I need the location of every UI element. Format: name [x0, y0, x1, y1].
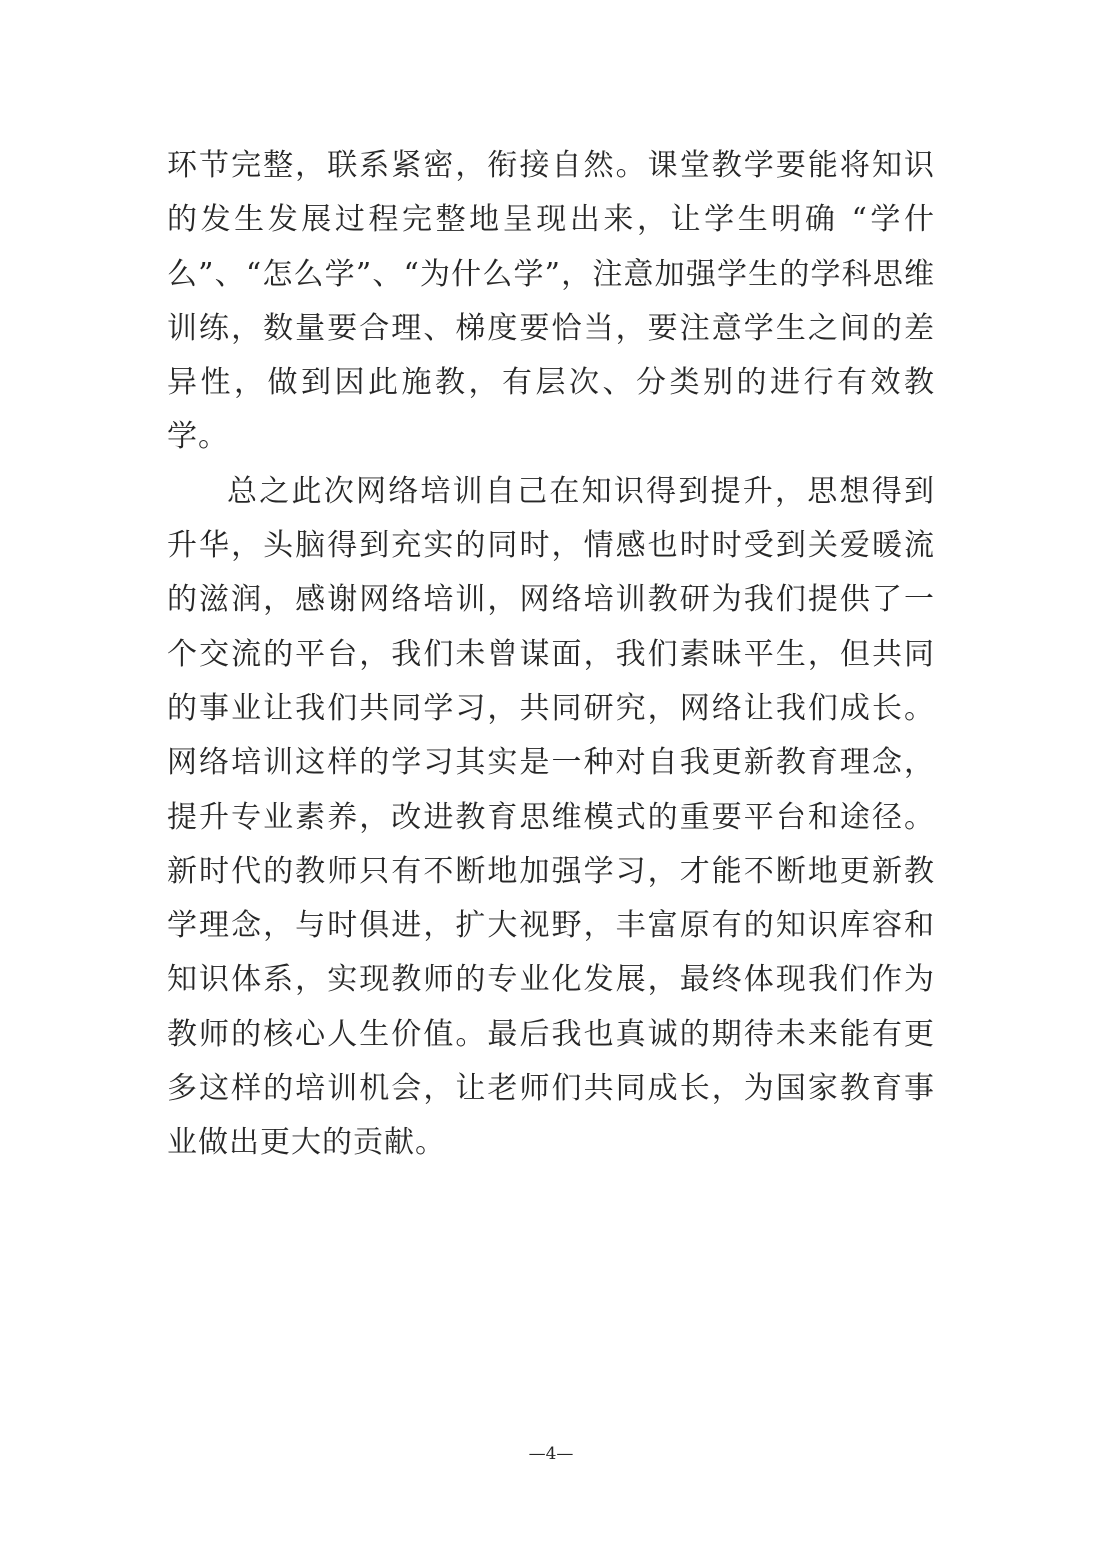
- body-text: [167, 139, 935, 1171]
- paragraph-continued: 环节完整，联系紧密，衔接自然。课堂教学要能将知识的发生发展过程完整地呈现出来，让学生明确 “学什么”、“怎么学”、“为什么学”，注意加强学生的学科思维训练，数量要合理、梯度要恰当，要注意学生之间的差异性，做到因此施教，有层次、分类别的进行有效教学。: [167, 148, 935, 455]
- paragraph-conclusion: 总之此次网络培训自己在知识得到提升，思想得到升华，头脑得到充实的同时，情感也时时受到关爱暖流的滋润，感谢网络培训，网络培训教研为我们提供了一个交流的平台，我们未曾谋面，我们素昧平生，但共同的事业让我们共同学习，共同研究，网络让我们成长。网络培训这样的学习其实是一种对自我更新教育理念，提升专业素养，改进教育思维模式的重要平台和途径。新时代的教师只有不断地加强学习，才能不断地更新教学理念，与时俱进，扩大视野，丰富原有的知识库容和知识体系，实现教师的专业化发展，最终体现我们作为教师的核心人生价值。最后我也真诚的期待未来能有更多这样的培训机会，让老师们共同成长，为国家教育事业做出更大的贡献。: [167, 473, 935, 1161]
- page-number: —4—: [528, 1444, 574, 1464]
